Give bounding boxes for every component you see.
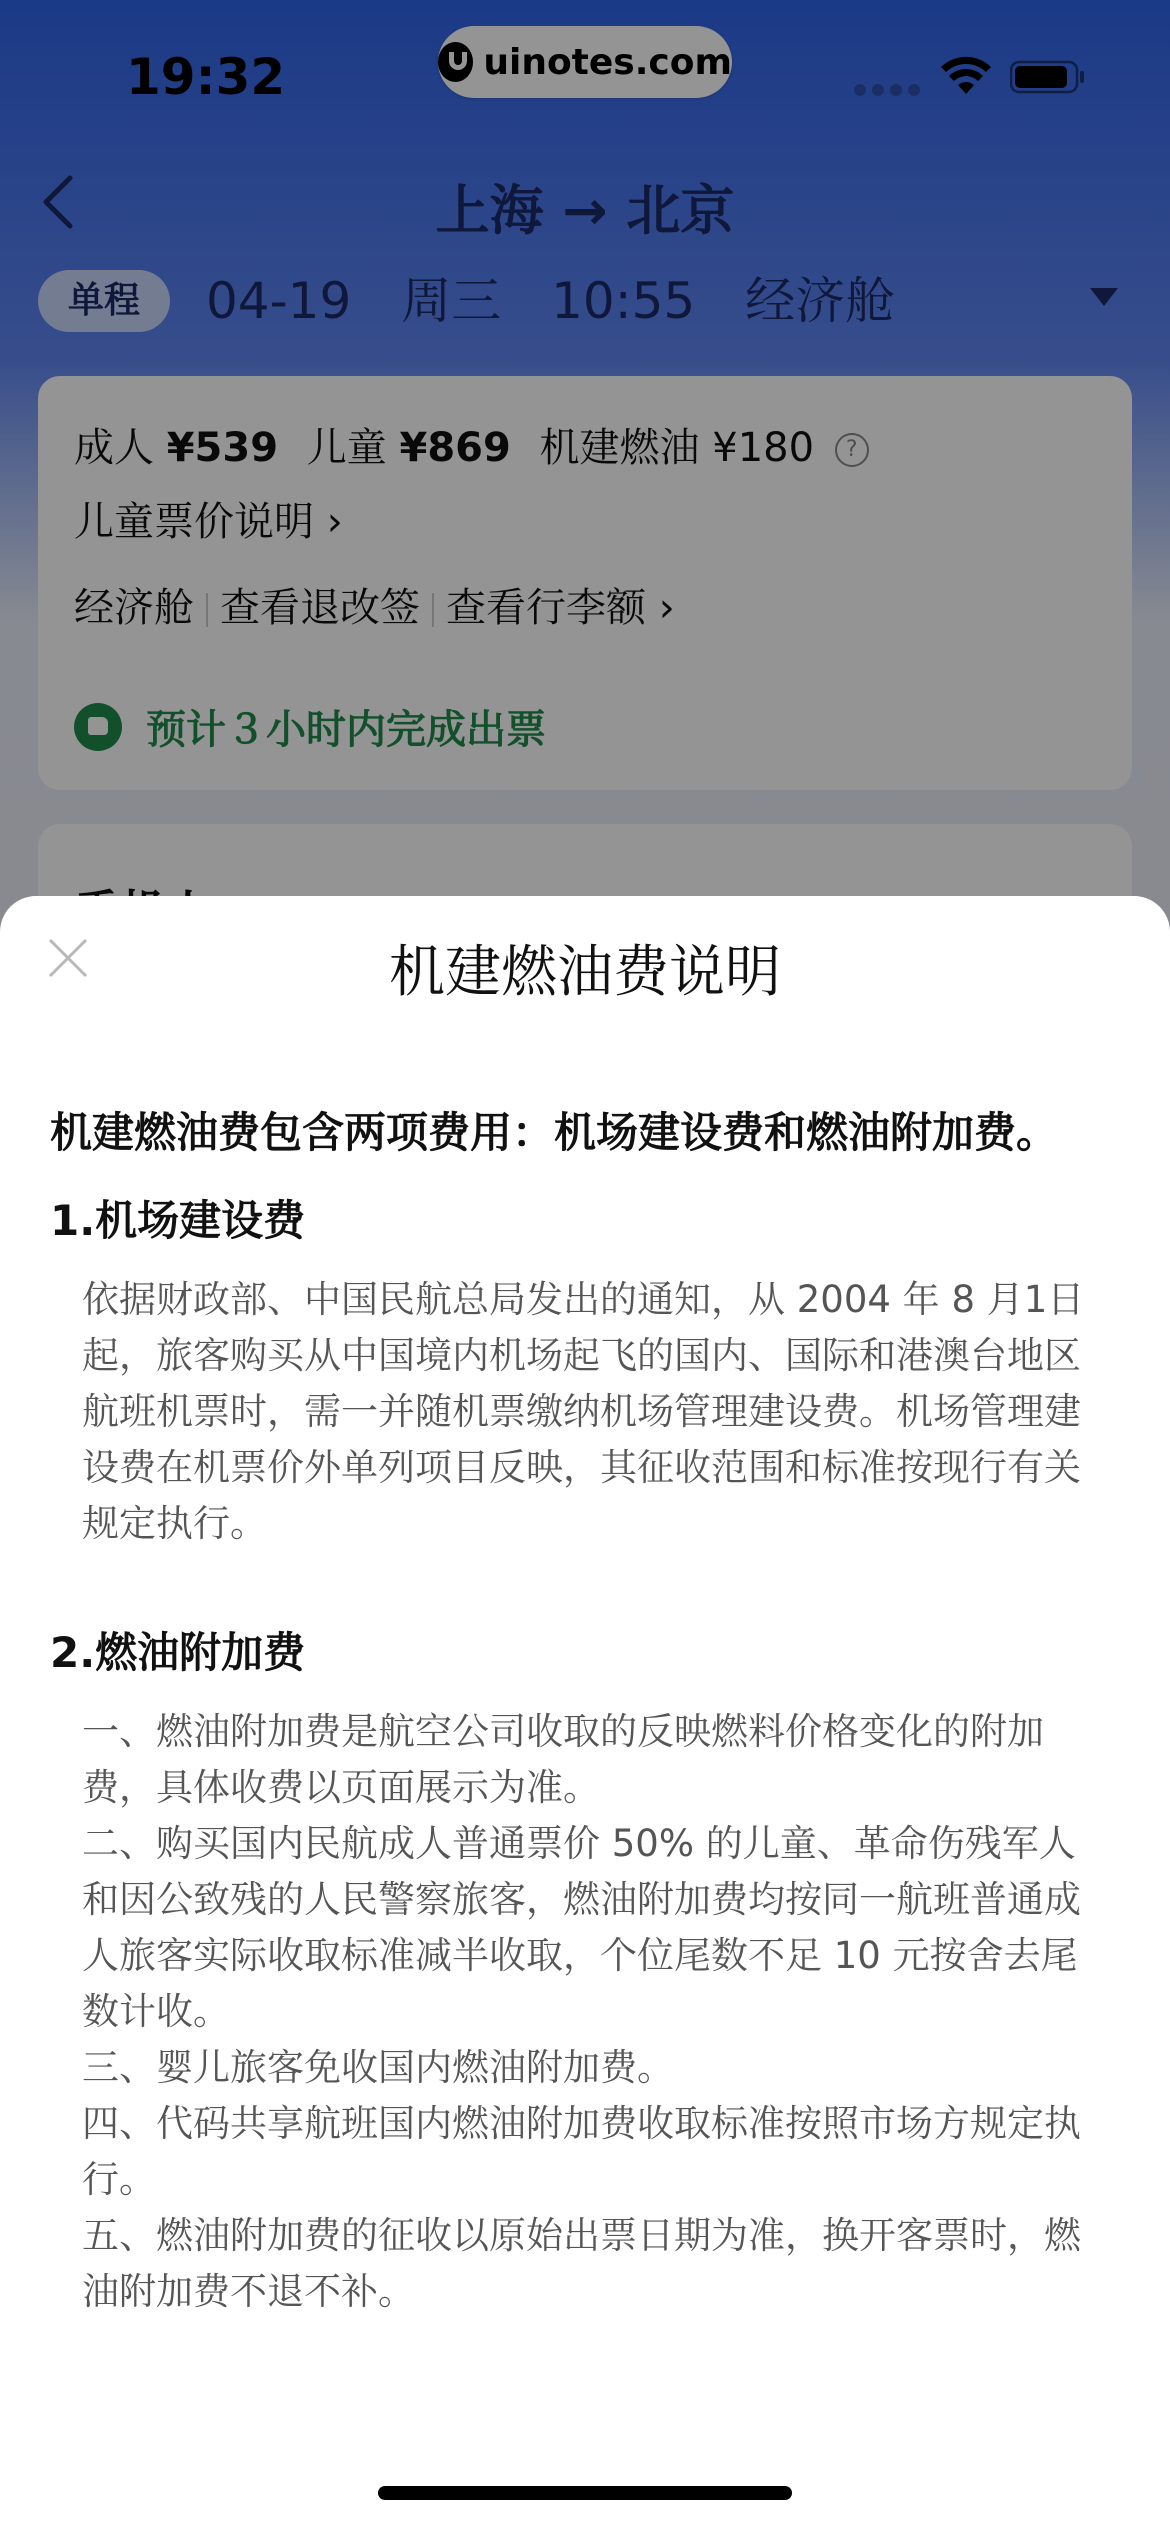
home-indicator[interactable] — [378, 2486, 792, 2500]
paragraph: 五、燃油附加费的征收以原始出票日期为准，换开客票时，燃油附加费不退不补。 — [82, 2214, 1081, 2313]
adult-label: 成人 — [74, 425, 154, 471]
section-title-fuel-surcharge: 2.燃油附加费 — [50, 1628, 306, 1677]
paragraph: 三、婴儿旅客免收国内燃油附加费。 — [82, 2046, 674, 2089]
sheet-lead-text: 机建燃油费包含两项费用：机场建设费和燃油附加费。 — [50, 1108, 1059, 1157]
fuel-label: 机建燃油 — [539, 425, 700, 471]
cabin-link[interactable]: 经济舱 — [74, 585, 194, 631]
paragraph: 四、代码共享航班国内燃油附加费收取标准按照市场方规定执行。 — [82, 2102, 1081, 2201]
status-time: 19:32 — [126, 48, 286, 106]
section-body-fuel-surcharge — [82, 1704, 1112, 2320]
child-fare-info-link[interactable]: 儿童票价说明 › — [74, 499, 343, 545]
section-title-airport-fee: 1.机场建设费 — [50, 1196, 306, 1245]
paragraph: 一、燃油附加费是航空公司收取的反映燃料价格变化的附加费，具体收费以页面展示为准。 — [82, 1710, 1044, 1809]
help-icon[interactable]: ? — [835, 433, 869, 467]
flight-date: 04-19 — [206, 272, 352, 330]
refund-change-link[interactable]: 查看退改签 — [220, 585, 420, 631]
fuel-price: ¥180 — [712, 425, 815, 471]
child-price: ¥869 — [399, 425, 511, 471]
watermark-text: uinotes.com — [483, 41, 732, 83]
paragraph: 二、购买国内民航成人普通票价 50% 的儿童、革命伤残军人和因公致残的人民警察旅客，燃油附加费均按同一航班普通成人旅客实际收取标准减半收取，个位尾数不足 10 元按舍去尾数计收。 — [82, 1822, 1081, 2033]
paragraph: 依据财政部、中国民航总局发出的通知，从 2004 年 8 月1日起，旅客购买从中国境内机场起飞的国内、国际和港澳台地区航班机票时，需一并随机票缴纳机场管理建设费。机场管理建设费在机票价外单列项目反映，其征收范围和标准按现行有关规定执行。 — [82, 1278, 1085, 1545]
child-label: 儿童 — [306, 425, 387, 471]
cabin-class: 经济舱 — [745, 272, 896, 330]
section-body-airport-fee — [82, 1272, 1112, 1552]
route-title: 上海 → 北京 — [435, 179, 735, 242]
sheet-title: 机建燃油费说明 — [389, 940, 781, 1005]
trip-type-pill[interactable]: 单程 — [38, 270, 170, 332]
adult-price: ¥539 — [166, 425, 279, 471]
ticketing-estimate-text: 预计３小时内完成出票 — [146, 707, 546, 753]
fee-info-sheet — [0, 896, 1170, 2532]
baggage-link[interactable]: 查看行李额 › — [446, 585, 675, 631]
flight-time: 10:55 — [551, 272, 696, 330]
flight-weekday: 周三 — [401, 272, 502, 330]
